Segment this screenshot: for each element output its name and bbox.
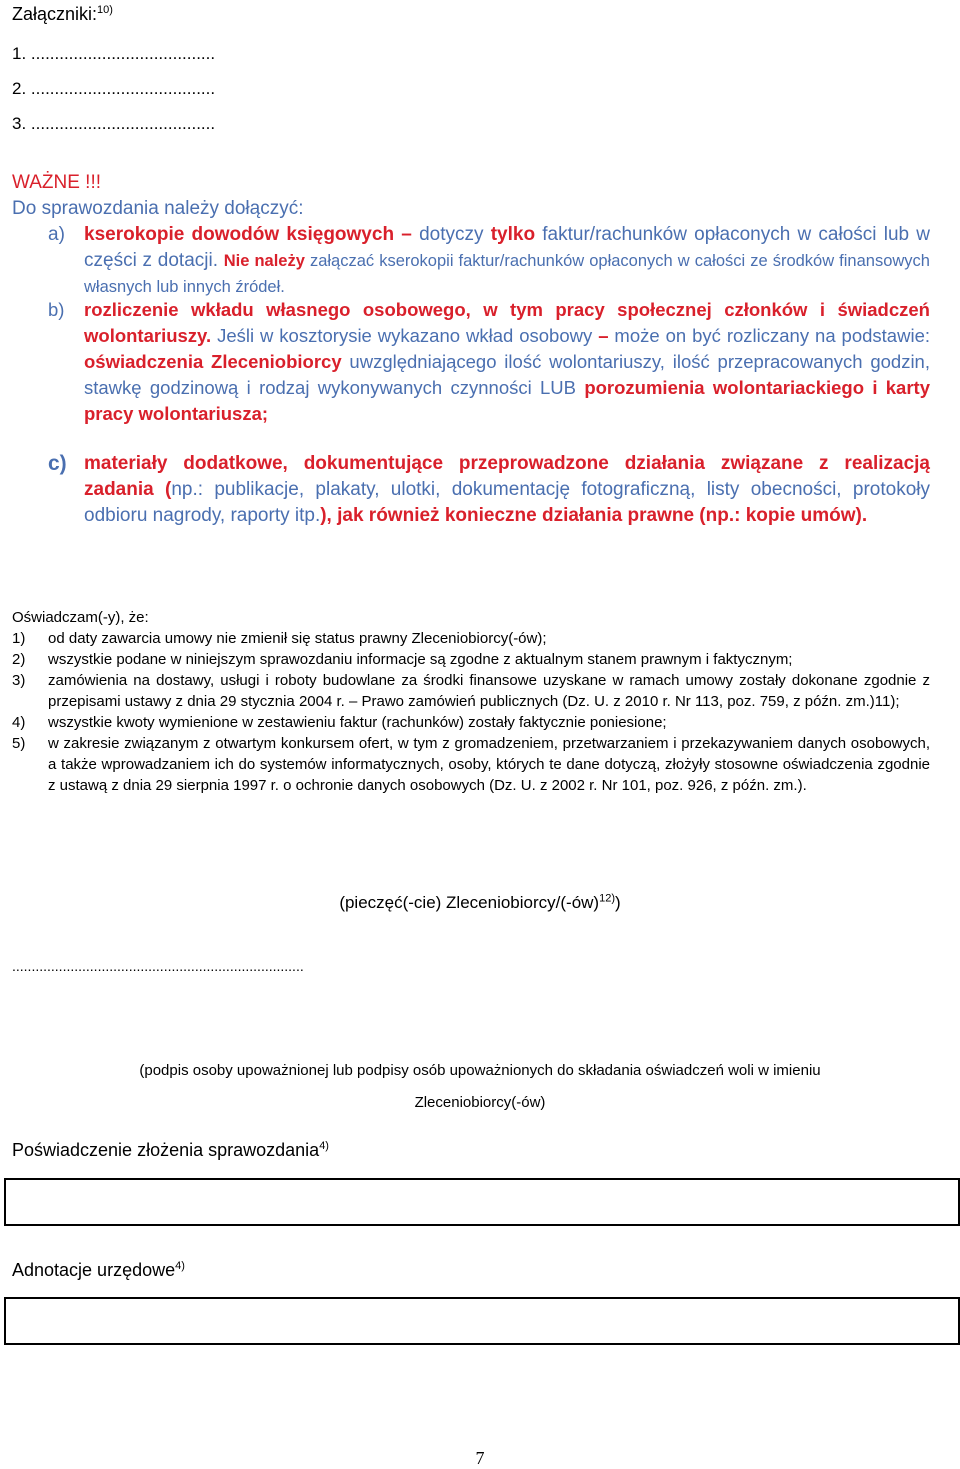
item-text: od daty zawarcia umowy nie zmienił się status prawny Zleceniobiorcy(-ów); [48,630,547,647]
important-item-b [48,297,930,427]
item-number: 5) [12,735,26,752]
declaration-item [12,670,930,712]
declaration-item [12,628,930,649]
item-a-must-not: Nie należy [223,252,305,270]
footnote-ref: 4) [175,1260,185,1272]
attachments-title [12,4,113,25]
item-c-bold2: ), jak również konieczne działania prawne (np.: kopie umów). [320,505,868,526]
footnote-ref: 10) [97,4,113,16]
annotations-label [12,1260,185,1281]
item-number: 2) [12,651,26,668]
item-b-text2: może on być rozliczany na podstawie: [608,325,930,346]
footnote-ref: 12) [599,892,615,905]
attachment-line-2: 2. ....................................... [12,79,216,98]
important-title: WAŻNE !!! [12,172,102,193]
declaration [12,607,930,796]
item-b-bold2: oświadczenia Zleceniobiorcy [84,351,342,372]
confirmation-label [12,1140,329,1161]
item-c-label: c) [48,452,67,475]
stamp-text: (pieczęć(-cie) Zleceniobiorcy/(-ów) [339,893,600,912]
important-intro: Do sprawozdania należy dołączyć: [12,198,304,219]
signature-caption-line-2: Zleceniobiorcy(-ów) [414,1094,546,1111]
signature-line: ........................................................................... [12,958,304,974]
important-item-c [48,451,930,529]
attachment-line-1: 1. ....................................... [12,44,216,63]
item-a-label: a) [48,224,65,245]
item-number: 3) [12,672,26,689]
item-a-text2: faktur/rachunków opłaconych w całości lub w części z dotacji. [84,224,931,271]
item-text: wszystkie podane w niniejszym sprawozdaniu informacje są zgodne z aktualnym stanem prawnym i faktycznym; [48,651,793,668]
item-b-dash: – [598,325,609,346]
item-b-bold: rozliczenie wkładu własnego osobowego, w tym pracy społecznej członków i świadczeń wolontariuszy. [84,299,930,346]
item-b-bold3: porozumienia wolontariackiego i karty pracy wolontariusza; [84,377,930,424]
confirmation-label-text: Poświadczenie złożenia sprawozdania [12,1140,320,1160]
item-number: 4) [12,714,26,731]
important-item-a [48,222,930,300]
item-a-text3: załączać kserokopii faktur/rachunków opłaconych w całości ze środków finansowych własnych lub innych źródeł. [84,252,930,296]
declaration-item [12,733,930,796]
item-a-only: tylko [483,224,543,245]
signature-caption [40,1055,920,1119]
stamp-caption [0,893,960,913]
stamp-close: ) [615,893,621,912]
attachments-title-text: Załączniki: [12,4,98,24]
item-b-label: b) [48,299,65,320]
item-text: wszystkie kwoty wymienione w zestawieniu faktur (rachunków) zostały faktycznie poniesione; [48,714,667,731]
confirmation-box[interactable] [4,1178,960,1226]
declaration-intro: Oświadczam(-y), że: [12,609,149,626]
item-c-text: np.: publikacje, plakaty, ulotki, dokumentację fotograficzną, listy obecności, protokoły odbioru nagrody, raporty itp. [84,479,930,526]
annotations-box[interactable] [4,1297,960,1345]
item-text: w zakresie związanym z otwartym konkursem ofert, w tym z gromadzeniem, przetwarzaniem i przekazywaniem danych osobowych, a także wprowadzaniem ich do systemów informatycznych, osoby, których te dane dotyczą, złożyły stosowne oświadczenia zgodnie z ustawą z dnia 29 sierpnia 1997 r. o ochronie danych osobowych (Dz. U. z 2002 r. Nr 101, poz. 926, z późn. zm.). [48,735,930,794]
item-b-text: Jeśli w kosztorysie wykazano wkład osobowy [211,325,599,346]
item-text: zamówienia na dostawy, usługi i roboty budowlane za środki finansowe uzyskane w ramach umowy zostały dokonane zgodnie z przepisami ustawy z dnia 29 stycznia 2004 r. – Prawo zamówień publicznych (Dz. U. z 2010 r. Nr 113, poz. 759, z późn. zm.)11); [48,672,930,710]
signature-caption-line-1: (podpis osoby upoważnionej lub podpisy osób upoważnionych do składania oświadczeń woli w imieniu [139,1062,821,1079]
item-a-text: dotyczy [419,224,484,245]
item-b-text3: uwzględniającego ilość wolontariuszy, ilość przepracowanych godzin, stawkę godzinową i rodzaj wykonywanych czynności LUB [84,351,930,398]
page-number: 7 [475,1448,485,1468]
declaration-item [12,712,930,733]
annotations-label-text: Adnotacje urzędowe [12,1260,176,1280]
declaration-item [12,649,930,670]
attachment-line-3: 3. ....................................... [12,114,216,133]
item-a-bold: kserokopie dowodów księgowych [84,224,395,245]
item-number: 1) [12,630,26,647]
footnote-ref: 4) [319,1140,329,1152]
item-c-bold: materiały dodatkowe, dokumentujące przeprowadzone działania związane z realizacją zadania ( [84,453,930,500]
item-a-dash: – [394,224,420,245]
